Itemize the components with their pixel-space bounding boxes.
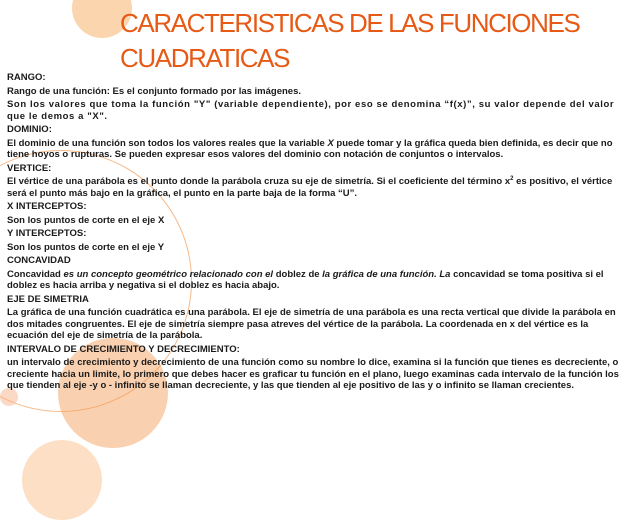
dominio-text-b: puede tomar y la gráfica queda bien definida, es decir que no tiene hoyos o rupturas. Se pueden expresar esos valores del dominio con notación de conjuntos o intervalos. [7, 137, 613, 160]
vertice-text-a: El vértice de una parábola es el punto donde la parábola cruza su eje de simetría. Si el coeficiente del término x [7, 176, 511, 187]
concavidad-text-c: concavidad se toma positiva si el doblez es hacia arriba y negativa si el doblez es hacia abajo. [7, 268, 604, 291]
dominio-heading: DOMINIO: [7, 124, 52, 135]
concavidad-text [7, 269, 632, 292]
rango-heading: RANGO: [7, 72, 46, 83]
rango-line-1: Rango de una función: Es el conjunto formado por las imágenes. [7, 85, 302, 97]
x-interceptos-text: Son los puntos de corte en el eje X [7, 214, 165, 226]
content-body [7, 72, 632, 394]
y-interceptos-text: Son los puntos de corte en el eje Y [7, 241, 165, 253]
vertice-heading: VERTICE: [7, 162, 52, 174]
x-interceptos-heading: X INTERCEPTOS: [7, 201, 87, 212]
intervalo-text: un intervalo de crecimiento y decrecimiento de una función como su nombre lo dice, examina si la función que tienes es decreciente, o creciente hacia un limite, lo primero que debes hacer es graficar tu función en el plano, luego examinas cada intervalo de la función los que tienden al eje -y o - infinito se llaman decreciente, y las que tienden al eje positivo de las y o infinito se llaman crecientes. [7, 357, 619, 391]
eje-heading: EJE DE SIMETRIA [7, 293, 89, 305]
y-interceptos-heading: Y INTERCEPTOS: [7, 228, 87, 239]
concavidad-heading: CONCAVIDAD [7, 255, 71, 266]
concavidad-text-a: Concavidad [7, 268, 64, 280]
vertice-superscript: 2 [510, 175, 514, 182]
concavidad-text-b: doblez de [275, 268, 323, 280]
dominio-text [7, 138, 632, 161]
concavidad-text-italic-1: es un concepto geométrico relacionado con el [63, 268, 276, 280]
dominio-variable: X [327, 137, 334, 149]
intervalo-heading: INTERVALO DE CRECIMIENTO Y DECRECIMIENTO: [7, 343, 240, 355]
concavidad-text-italic-2: la gráfica de una función. La [322, 268, 451, 280]
vertice-text-b: es positivo, el vértice será el punto más bajo en la gráfica, el punto en la parte baja de la forma “U”. [7, 176, 613, 199]
title-line-2: CUADRATICAS [120, 43, 290, 73]
rango-line-2: Son los valores que toma la función "Y" (variable dependiente), por eso se denomina “f(x)”, su valor depende del valor que le demos a "X". [7, 99, 615, 122]
eje-text: La gráfica de una función cuadrática es una parábola. El eje de simetría de una parábola es una recta vertical que divide la parábola en dos mitades congruentes. El eje de simetría siempre pasa atreves del vértice de la parábola. La coordenada en x del vértice es la ecuación del eje de simetría de la parábola. [7, 307, 616, 341]
page-title [120, 6, 630, 76]
decorative-circle [22, 440, 102, 520]
vertice-text [7, 176, 632, 199]
title-line-1: CARACTERISTICAS DE LAS FUNCIONES [120, 8, 580, 38]
dominio-text-a: El dominio de una función son todos los valores reales que la variable [7, 137, 328, 149]
